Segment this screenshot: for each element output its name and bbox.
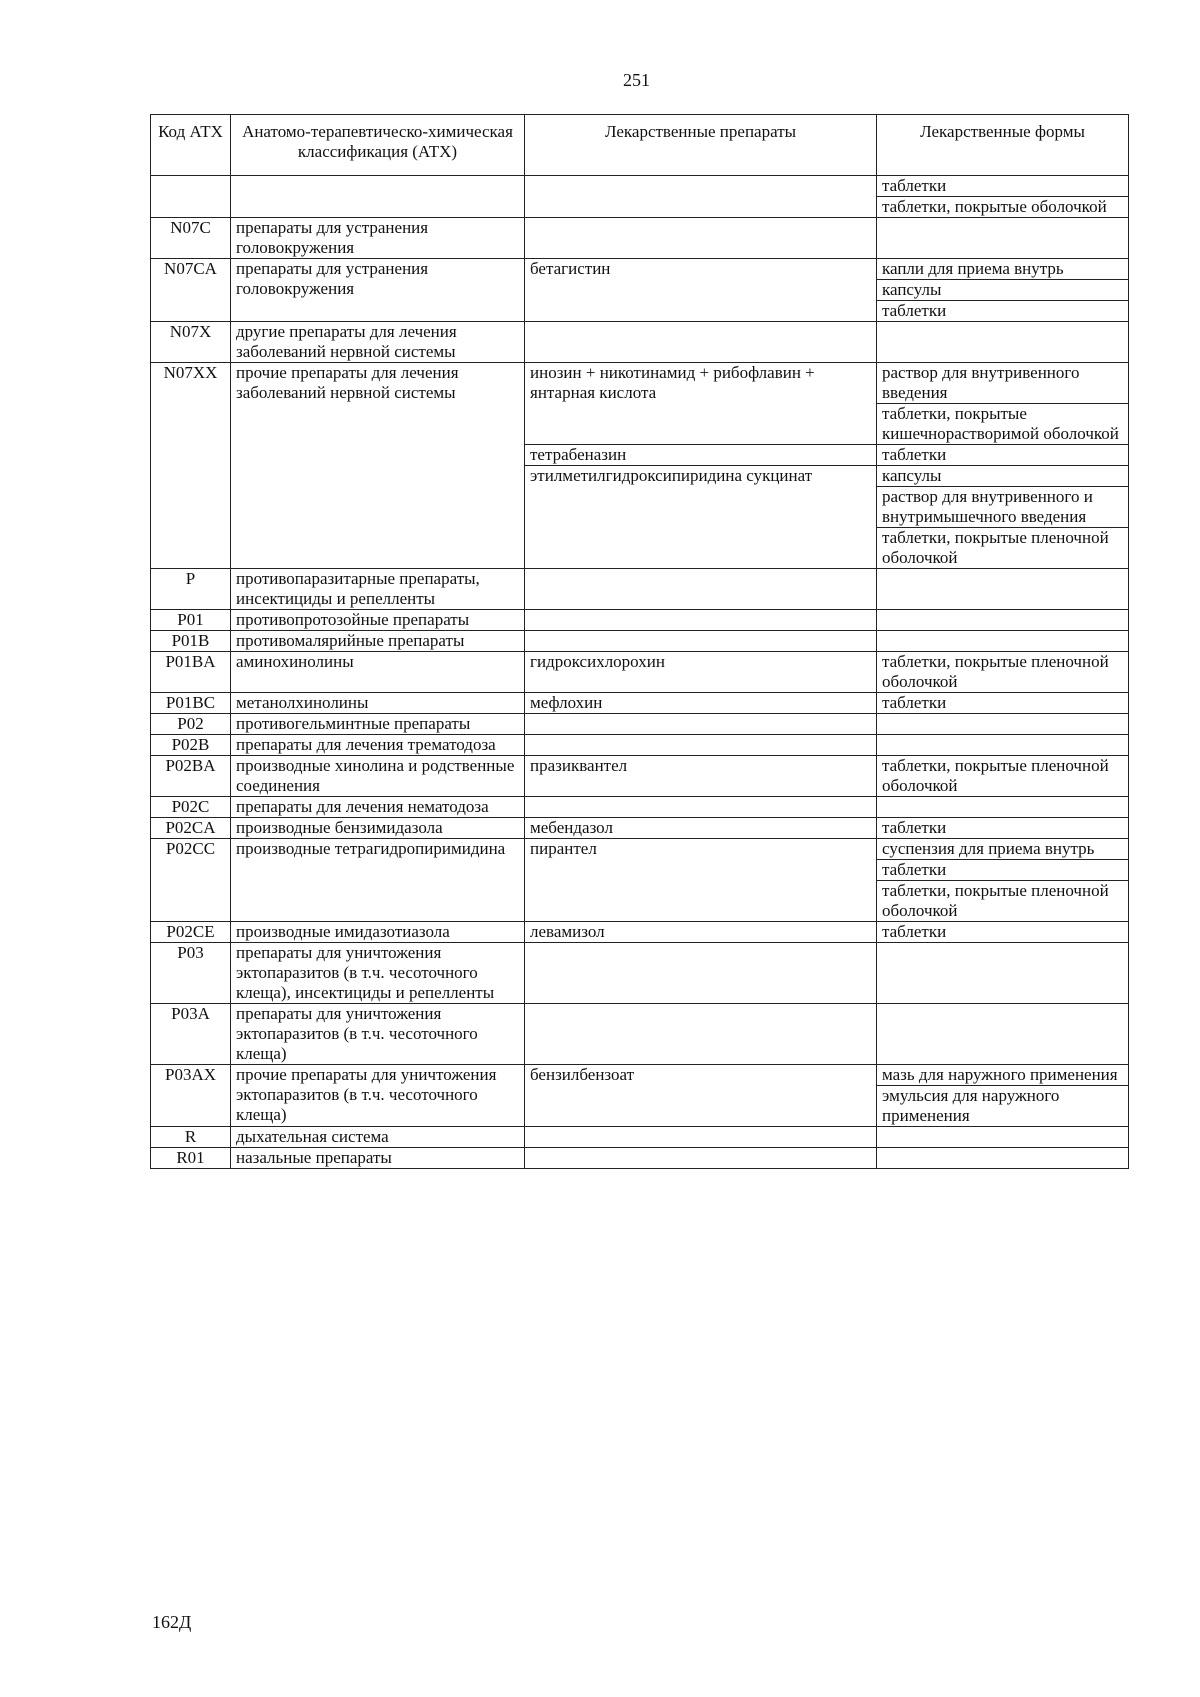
- atc-name-cell: препараты для устранения головокружения: [231, 259, 525, 322]
- dosage-form-cell: таблетки: [877, 818, 1129, 839]
- atc-code-cell: P01B: [151, 631, 231, 652]
- atc-code-cell: P02C: [151, 797, 231, 818]
- drug-name-cell: [525, 610, 877, 631]
- drug-name-cell: инозин + никотинамид + рибофлавин + янтарная кислота: [525, 363, 877, 445]
- dosage-form-cell: суспензия для приема внутрь: [877, 839, 1129, 860]
- drug-name-cell: [525, 176, 877, 218]
- atc-code-cell: P: [151, 569, 231, 610]
- atc-name-cell: противопаразитарные препараты, инсектициды и репелленты: [231, 569, 525, 610]
- drug-name-cell: [525, 631, 877, 652]
- table-row: [151, 756, 1129, 797]
- atc-name-cell: метанолхинолины: [231, 693, 525, 714]
- atc-code-cell: P01BC: [151, 693, 231, 714]
- dosage-form-cell: [877, 631, 1129, 652]
- table-row: [151, 652, 1129, 693]
- drug-name-cell: тетрабеназин: [525, 445, 877, 466]
- atc-code-cell: P01: [151, 610, 231, 631]
- atc-code-cell: N07CA: [151, 259, 231, 322]
- drug-name-cell: бетагистин: [525, 259, 877, 322]
- atc-name-cell: препараты для лечения нематодоза: [231, 797, 525, 818]
- atc-name-cell: препараты для уничтожения эктопаразитов (в т.ч. чесоточного клеща): [231, 1004, 525, 1065]
- dosage-form-cell: капли для приема внутрь: [877, 259, 1129, 280]
- drug-name-cell: [525, 735, 877, 756]
- table-row: [151, 1148, 1129, 1169]
- header-drugs: Лекарственные препараты: [525, 115, 877, 176]
- dosage-form-cell: таблетки, покрытые пленочной оболочкой: [877, 756, 1129, 797]
- dosage-form-cell: [877, 1004, 1129, 1065]
- header-code: Код АТХ: [151, 115, 231, 176]
- atc-name-cell: прочие препараты для уничтожения эктопаразитов (в т.ч. чесоточного клеща): [231, 1065, 525, 1127]
- atc-code-cell: P01BA: [151, 652, 231, 693]
- drug-name-cell: [525, 1148, 877, 1169]
- dosage-form-cell: [877, 797, 1129, 818]
- atc-name-cell: прочие препараты для лечения заболеваний нервной системы: [231, 363, 525, 569]
- table-row: [151, 569, 1129, 610]
- table-header: [151, 115, 1129, 176]
- atc-code-cell: P02CA: [151, 818, 231, 839]
- drug-name-cell: [525, 943, 877, 1004]
- table-row: [151, 922, 1129, 943]
- table-row: [151, 363, 1129, 404]
- atc-name-cell: производные тетрагидропиримидина: [231, 839, 525, 922]
- table-row: [151, 693, 1129, 714]
- atc-code-cell: P02CC: [151, 839, 231, 922]
- atc-name-cell: другие препараты для лечения заболеваний нервной системы: [231, 322, 525, 363]
- atc-code-cell: P03A: [151, 1004, 231, 1065]
- table-row: [151, 714, 1129, 735]
- dosage-form-cell: таблетки, покрытые пленочной оболочкой: [877, 652, 1129, 693]
- drug-name-cell: празиквантел: [525, 756, 877, 797]
- drug-name-cell: [525, 1127, 877, 1148]
- drug-name-cell: пирантел: [525, 839, 877, 922]
- drug-name-cell: мебендазол: [525, 818, 877, 839]
- header-forms: Лекарственные формы: [877, 115, 1129, 176]
- atc-name-cell: противопротозойные препараты: [231, 610, 525, 631]
- atc-name-cell: производные хинолина и родственные соединения: [231, 756, 525, 797]
- dosage-form-cell: [877, 1148, 1129, 1169]
- dosage-form-cell: мазь для наружного применения: [877, 1065, 1129, 1086]
- drug-name-cell: [525, 218, 877, 259]
- table-row: [151, 218, 1129, 259]
- table-body: [151, 176, 1129, 1169]
- atc-code-cell: [151, 176, 231, 218]
- drug-name-cell: левамизол: [525, 922, 877, 943]
- atc-name-cell: производные имидазотиазола: [231, 922, 525, 943]
- dosage-form-cell: [877, 735, 1129, 756]
- atc-classification-table: [150, 114, 1129, 1169]
- table-row: [151, 735, 1129, 756]
- dosage-form-cell: капсулы: [877, 466, 1129, 487]
- drug-name-cell: [525, 1004, 877, 1065]
- table-row: [151, 1065, 1129, 1086]
- drug-name-cell: [525, 569, 877, 610]
- drug-name-cell: бензилбензоат: [525, 1065, 877, 1127]
- atc-code-cell: N07X: [151, 322, 231, 363]
- atc-name-cell: препараты для устранения головокружения: [231, 218, 525, 259]
- atc-code-cell: P03: [151, 943, 231, 1004]
- atc-code-cell: N07C: [151, 218, 231, 259]
- dosage-form-cell: таблетки, покрытые пленочной оболочкой: [877, 881, 1129, 922]
- table-row: [151, 259, 1129, 280]
- table-row: [151, 1004, 1129, 1065]
- atc-code-cell: P02B: [151, 735, 231, 756]
- atc-code-cell: R: [151, 1127, 231, 1148]
- drug-name-cell: гидроксихлорохин: [525, 652, 877, 693]
- dosage-form-cell: таблетки: [877, 301, 1129, 322]
- atc-name-cell: противогельминтные препараты: [231, 714, 525, 735]
- footer-document-code: 162Д: [152, 1612, 192, 1632]
- dosage-form-cell: таблетки, покрытые пленочной оболочкой: [877, 528, 1129, 569]
- drug-name-cell: [525, 797, 877, 818]
- table-row: [151, 943, 1129, 1004]
- table-row: [151, 176, 1129, 197]
- atc-code-cell: P03AX: [151, 1065, 231, 1127]
- atc-code-cell: N07XX: [151, 363, 231, 569]
- table-row: [151, 797, 1129, 818]
- dosage-form-cell: [877, 943, 1129, 1004]
- dosage-form-cell: таблетки, покрытые оболочкой: [877, 197, 1129, 218]
- dosage-form-cell: таблетки: [877, 445, 1129, 466]
- atc-code-cell: R01: [151, 1148, 231, 1169]
- dosage-form-cell: [877, 610, 1129, 631]
- dosage-form-cell: раствор для внутривенного введения: [877, 363, 1129, 404]
- dosage-form-cell: [877, 218, 1129, 259]
- dosage-form-cell: капсулы: [877, 280, 1129, 301]
- atc-code-cell: P02: [151, 714, 231, 735]
- table-row: [151, 839, 1129, 860]
- table-row: [151, 631, 1129, 652]
- drug-name-cell: мефлохин: [525, 693, 877, 714]
- table-row: [151, 610, 1129, 631]
- atc-name-cell: назальные препараты: [231, 1148, 525, 1169]
- dosage-form-cell: таблетки: [877, 860, 1129, 881]
- dosage-form-cell: [877, 1127, 1129, 1148]
- dosage-form-cell: раствор для внутривенного и внутримышечного введения: [877, 487, 1129, 528]
- table-row: [151, 818, 1129, 839]
- table-row: [151, 1127, 1129, 1148]
- dosage-form-cell: эмульсия для наружного применения: [877, 1086, 1129, 1127]
- drug-name-cell: [525, 714, 877, 735]
- dosage-form-cell: [877, 322, 1129, 363]
- atc-name-cell: аминохинолины: [231, 652, 525, 693]
- dosage-form-cell: таблетки: [877, 693, 1129, 714]
- drug-name-cell: [525, 322, 877, 363]
- atc-name-cell: противомалярийные препараты: [231, 631, 525, 652]
- atc-code-cell: P02BA: [151, 756, 231, 797]
- dosage-form-cell: таблетки: [877, 922, 1129, 943]
- dosage-form-cell: [877, 569, 1129, 610]
- dosage-form-cell: таблетки: [877, 176, 1129, 197]
- page-number: 251: [623, 70, 650, 90]
- dosage-form-cell: [877, 714, 1129, 735]
- atc-name-cell: препараты для лечения трематодоза: [231, 735, 525, 756]
- atc-name-cell: дыхательная система: [231, 1127, 525, 1148]
- header-classification: Анатомо-терапевтическо-химическая классификация (АТХ): [231, 115, 525, 176]
- drug-name-cell: этилметилгидроксипиридина сукцинат: [525, 466, 877, 569]
- atc-code-cell: P02CE: [151, 922, 231, 943]
- table-row: [151, 322, 1129, 363]
- dosage-form-cell: таблетки, покрытые кишечнорастворимой оболочкой: [877, 404, 1129, 445]
- atc-name-cell: [231, 176, 525, 218]
- atc-name-cell: производные бензимидазола: [231, 818, 525, 839]
- atc-name-cell: препараты для уничтожения эктопаразитов (в т.ч. чесоточного клеща), инсектициды и репелленты: [231, 943, 525, 1004]
